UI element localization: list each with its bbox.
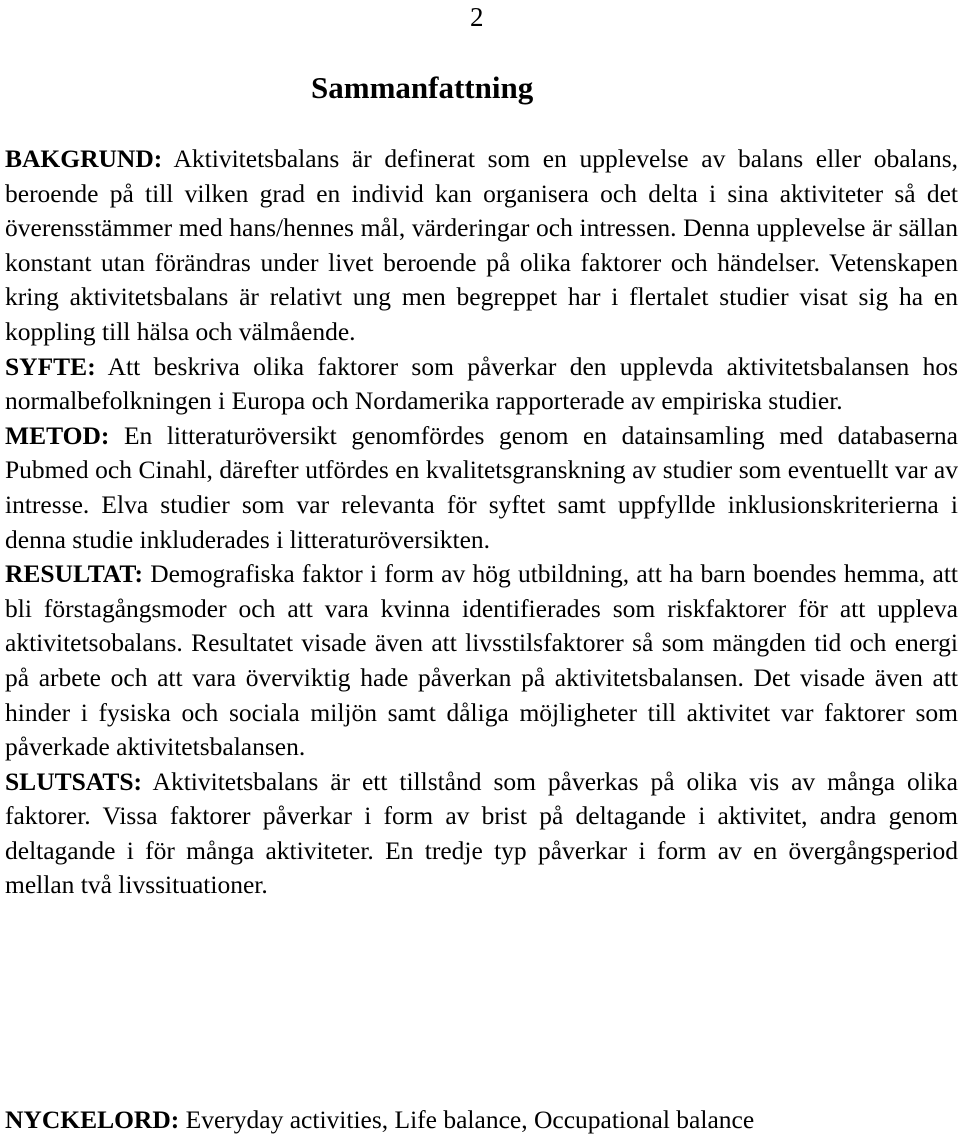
section-label-metod: METOD: <box>5 420 110 450</box>
section-slutsats <box>5 765 958 903</box>
section-label-slutsats: SLUTSATS: <box>5 766 143 796</box>
section-text-bakgrund: Aktivitetsbalans är definerat som en upplevelse av balans eller obalans, beroende på till vilken grad en individ kan organisera och delta i sina aktiviteter så det överensstämmer med hans/hennes mål, värderingar och intressen. Denna upplevelse är sällan konstant utan förändras under livet beroende på olika faktorer och händelser. Vetenskapen kring aktivitetsbalans är relativt ung men begreppet har i flertalet studier visat sig ha en koppling till hälsa och välmående. <box>5 144 959 346</box>
section-label-bakgrund: BAKGRUND: <box>5 144 163 173</box>
section-syfte <box>5 350 958 419</box>
section-text-syfte: Att beskriva olika faktorer som påverkar den upplevda aktivitetsbalansen hos normalbefolkningen i Europa och Nordamerika rapporterade av empiriska studier. <box>5 351 958 416</box>
section-text-slutsats: Aktivitetsbalans är ett tillstånd som påverkas på olika vis av många olika faktorer. Vissa faktorer påverkar i form av brist på deltagande i aktivitet, andra genom deltagande i för många aktiviteter. En tredje typ påverkar i form av en övergångsperiod mellan två livssituationer. <box>5 766 959 900</box>
section-label-syfte: SYFTE: <box>5 351 96 381</box>
page-number: 2 <box>470 2 484 32</box>
abstract-body <box>5 142 958 903</box>
keywords <box>5 1103 958 1138</box>
section-label-resultat: RESULTAT: <box>5 559 143 589</box>
section-resultat <box>5 557 958 765</box>
section-text-resultat: Demografiska faktor i form av hög utbildning, att ha barn boendes hemma, att bli förstagångsmoder och att vara kvinna identifierades som riskfaktorer för att uppleva aktivitetsobalans. Resultatet visade även att livsstilsfaktorer så som mängden tid och energi på arbete och att vara överviktig hade påverkan på aktivitetsbalansen. Det visade även att hinder i fysiska och sociala miljön samt dåliga möjligheter till aktivitet var faktorer som påverkade aktivitetsbalansen. <box>5 559 958 762</box>
keywords-text: Everyday activities, Life balance, Occupational balance <box>185 1105 755 1134</box>
section-bakgrund <box>5 142 958 350</box>
page-title: Sammanfattning <box>311 70 534 105</box>
section-text-metod: En litteraturöversikt genomfördes genom en datainsamling med databaserna Pubmed och Cinahl, därefter utfördes en kvalitetsgranskning av studier som eventuellt var av intresse. Elva studier som var relevanta för syftet samt uppfyllde inklusionskriterierna i denna studie inkluderades i litteraturöversikten. <box>5 420 959 554</box>
keywords-label: NYCKELORD: <box>5 1105 180 1134</box>
section-metod <box>5 419 958 557</box>
